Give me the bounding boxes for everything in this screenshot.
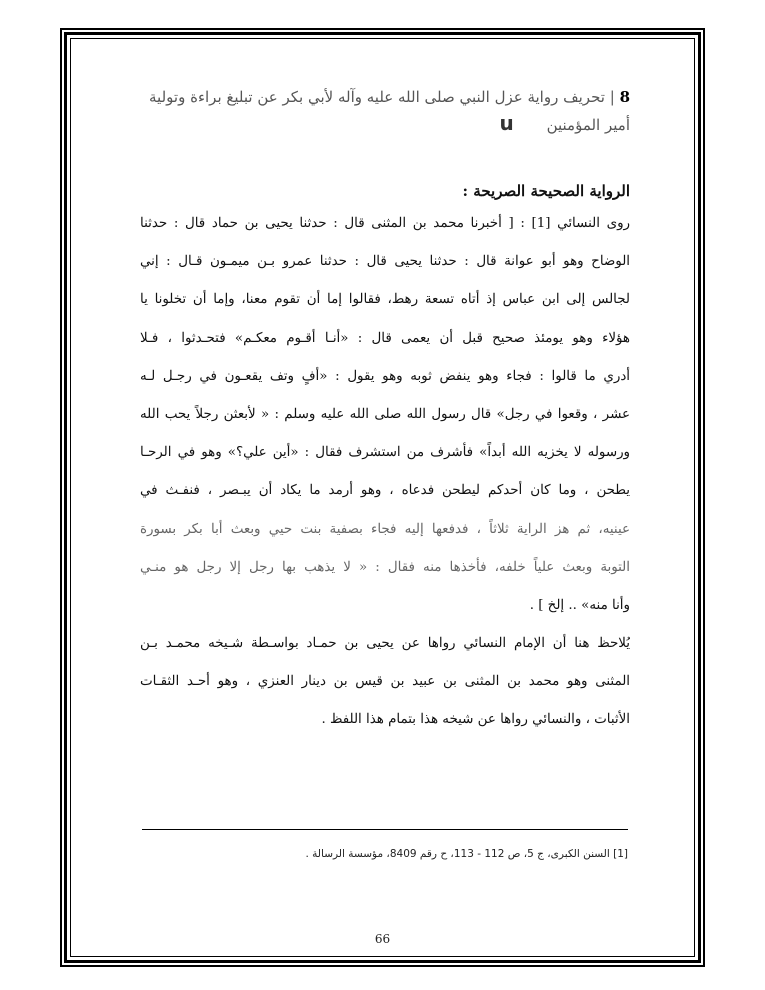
- chapter-number: 8: [619, 88, 630, 106]
- body-line: يطحن ، وما كان أحدكم ليطحن فدعاه ، وهو أرمد ما يكاد أن يبـصر ، فنفـث في: [140, 483, 630, 499]
- body-line: التوبة وبعث علياً خلفه، فأخذها منه فقال : « لا يذهب بها رجل إلا رجل هو منـي: [140, 559, 630, 575]
- page-content: [140, 84, 630, 747]
- chapter-title: [140, 84, 630, 110]
- chapter-title-line2-row: [140, 110, 630, 138]
- body-line: روى النسائي [1] : [ أخبرنا محمد بن المثنى قال : حدثنا يحيى بن حماد قال : حدثنا: [140, 216, 630, 231]
- body-line: الوضاح وهو أبو عوانة قال : حدثنا يحيى قال : حدثنا عمرو بـن ميمـون قـال : إني: [140, 254, 630, 270]
- honorific-symbol: u: [499, 111, 514, 135]
- body-line: عينيه، ثم هز الراية ثلاثاً ، فدفعها إليه فجاء بصفية بنت حيي وبعث أبا بكر بسورة: [140, 521, 630, 537]
- body-line: الأثبات ، والنسائي رواها عن شيخه هذا بتمام هذا اللفظ .: [321, 712, 630, 728]
- body-line: ورسوله لا يخزيه الله أبداً» فأشرف من استشرف فقال : «أين علي؟» وهو في الرحـا: [140, 445, 630, 461]
- body-line: هؤلاء وهو يومئذ صحيح قبل أن يعمى قال : «أنـا أقـوم معكـم» فتحـدثوا ، فـلا: [140, 330, 630, 346]
- body-line: وأنا منه» .. إلخ ] .: [529, 597, 630, 613]
- body-line: أدري ما قالوا : فجاء وهو ينفض ثوبه وهو يقول : «أفٍ وتف يقعـون في رجـل لـه: [140, 368, 630, 384]
- body-line: عشر ، وقعوا في رجل» قال رسول الله صلى الله عليه وسلم : « لأبعثن رجلاً يحب الله: [140, 406, 630, 422]
- chapter-title-line2: أمير المؤمنين: [546, 116, 630, 134]
- page-number: 66: [374, 932, 391, 946]
- footnote-separator: [142, 829, 628, 830]
- footnote: [1] السنن الكبرى، ج 5، ص 112 - 113، ح رقم 8409، مؤسسة الرسالة .: [305, 848, 628, 860]
- body-line: يُلاحظ هنا أن الإمام النسائي رواها عن يحيى بن حمـاد بواسـطة شـيخه محمـد بـن: [140, 636, 630, 652]
- body-line: المثنى وهو محمد بن المثنى بن عبيد بن قيس بن دينار العنزي ، وهو أحـد الثقـات: [140, 674, 630, 690]
- body-line: لجالس إلى ابن عباس إذ أتاه تسعة رهط، فقالوا إما أن تقوم معنا، وإما أن تخلونا يا: [140, 292, 630, 308]
- chapter-separator: |: [609, 88, 615, 106]
- section-heading: الرواية الصحيحة الصريحة :: [462, 182, 630, 200]
- chapter-title-line1: تحريف رواية عزل النبي صلى الله عليه وآله لأبي بكر عن تبليغ براءة وتولية: [149, 88, 605, 106]
